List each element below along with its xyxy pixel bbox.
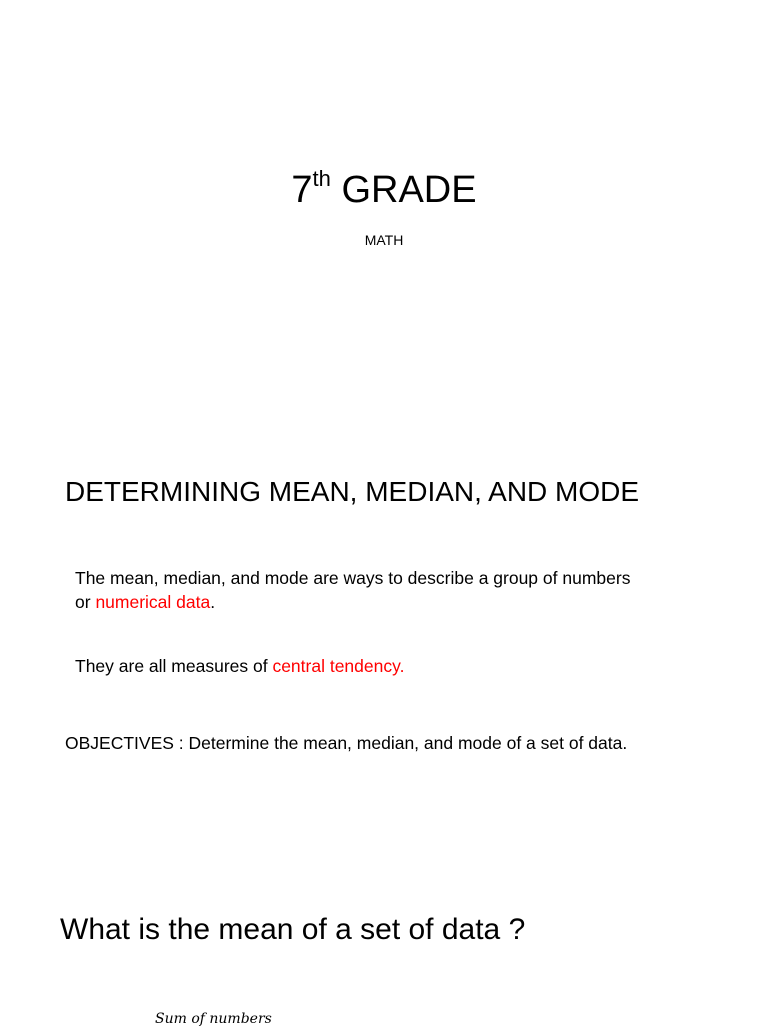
intro-prefix: or (75, 592, 96, 612)
objectives-text: OBJECTIVES : Determine the mean, median, and mode of a set of data. (65, 733, 628, 753)
intro-paragraph-line-1: The mean, median, and mode are ways to describe a group of numbers (75, 568, 631, 588)
central-tendency-highlight: central tendency. (272, 656, 405, 676)
central-tendency-paragraph (75, 654, 404, 678)
tendency-prefix: They are all measures of (75, 656, 273, 676)
section-heading: DETERMINING MEAN, MEDIAN, AND MODE (65, 476, 640, 507)
mean-formula-numerator: Sum of numbers (155, 1011, 272, 1027)
page-title (0, 166, 768, 214)
numerical-data-highlight: numerical data (95, 592, 211, 612)
intro-suffix: . (210, 592, 216, 612)
title-number: 7 (291, 169, 313, 211)
intro-paragraph-line-2 (75, 590, 215, 614)
title-suffix: th (312, 166, 331, 191)
mean-question-heading: What is the mean of a set of data ? (60, 913, 526, 946)
page-subtitle: MATH (364, 232, 404, 248)
title-word: GRADE (341, 169, 477, 211)
